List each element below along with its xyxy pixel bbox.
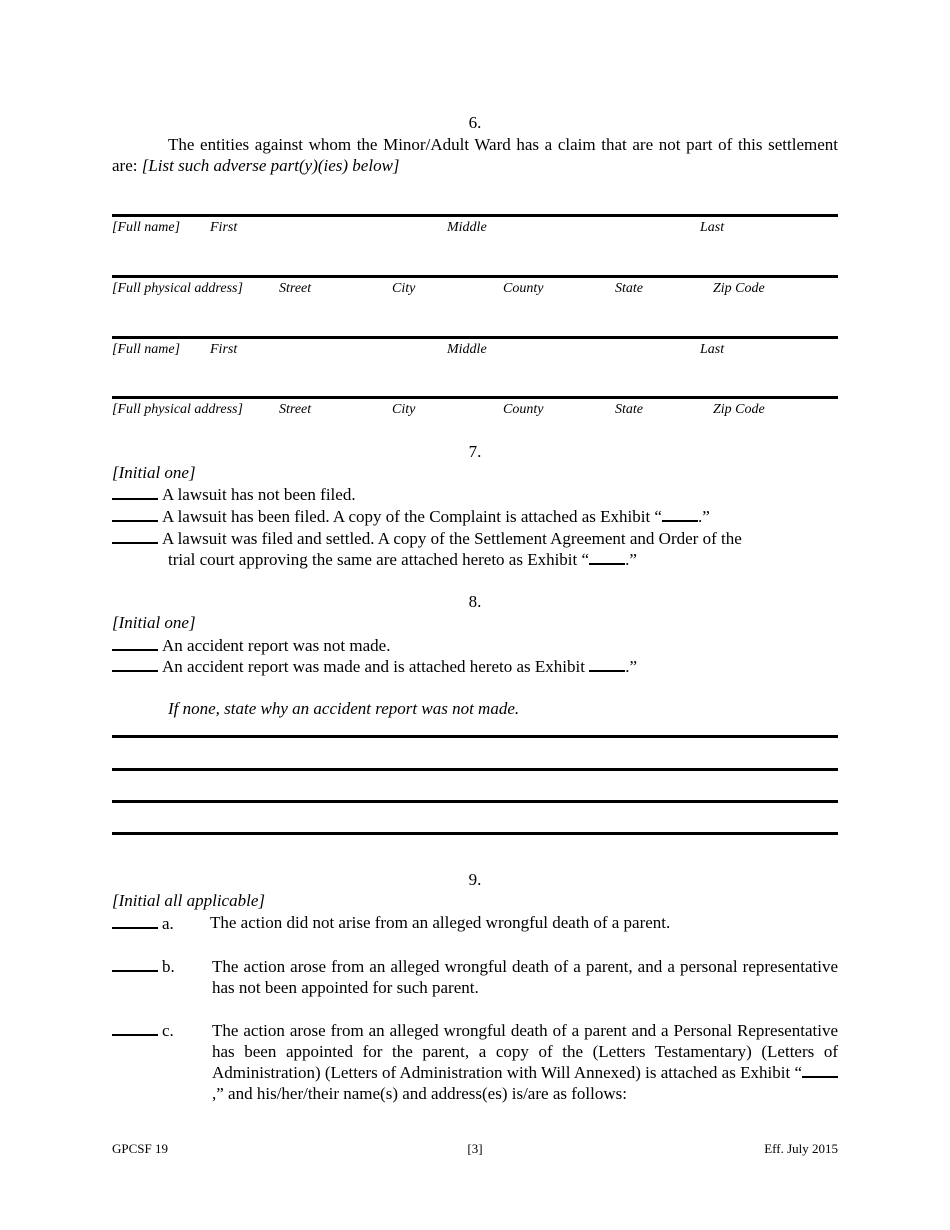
- sec7-option-3-continued: trial court approving the same are attached hereto as Exhibit “ .”: [168, 550, 637, 569]
- full-name-label: [Full name]: [112, 342, 181, 357]
- initial-blank[interactable]: [112, 528, 158, 544]
- sec8-option-2: An accident report was made and is attached hereto as Exhibit .”: [112, 656, 637, 677]
- sec7-option-2: A lawsuit has been filed. A copy of the Complaint is attached as Exhibit “ .”: [112, 506, 710, 527]
- sec9-item-a-text: The action did not arise from an alleged wrongful death of a parent.: [210, 913, 671, 932]
- zip-label: Zip Code: [713, 402, 765, 417]
- middle-label: Middle: [447, 342, 487, 357]
- section-8-instruction: [Initial one]: [112, 613, 196, 632]
- city-label: City: [392, 402, 416, 417]
- sec7-option-1: A lawsuit has not been filed.: [112, 484, 356, 505]
- explanation-line-4[interactable]: [112, 832, 838, 835]
- section-9-instruction: [Initial all applicable]: [112, 891, 265, 910]
- sec9-item-c-text: The action arose from an alleged wrongful death of a parent and a Personal Representative has been appointed for the parent, a copy of the (Letters Testamentary) (Letters of Administration) (Letters of Administration with Will Annexed) is attached as Exhibit “,” and his/her/their name(s) and address(es) is/are as follows:: [212, 1021, 838, 1103]
- form-id: GPCSF 19: [112, 1141, 168, 1156]
- sec9-item-b-marker: b.: [112, 956, 175, 977]
- explanation-line-2[interactable]: [112, 768, 838, 771]
- county-label: County: [503, 402, 544, 417]
- full-name-label: [Full name]: [112, 220, 181, 235]
- sec8-option-1: An accident report was not made.: [112, 635, 390, 656]
- initial-blank[interactable]: [112, 1020, 158, 1036]
- section-8-number: 8.: [468, 592, 482, 611]
- exhibit-blank[interactable]: [589, 549, 625, 565]
- state-label: State: [615, 402, 643, 417]
- explanation-line-3[interactable]: [112, 800, 838, 803]
- first-label: First: [210, 220, 238, 235]
- party-1-address-line[interactable]: [112, 275, 838, 278]
- exhibit-blank[interactable]: [589, 656, 625, 672]
- last-label: Last: [700, 220, 725, 235]
- exhibit-blank[interactable]: [802, 1062, 838, 1078]
- section-9-number: 9.: [468, 870, 482, 889]
- initial-blank[interactable]: [112, 956, 158, 972]
- street-label: Street: [279, 281, 312, 296]
- full-address-label: [Full physical address]: [112, 402, 243, 417]
- section-7-instruction: [Initial one]: [112, 463, 196, 482]
- sec9-item-c-marker: c.: [112, 1020, 174, 1041]
- sec9-item-a-marker: a.: [112, 913, 174, 934]
- section-6-number: 6.: [468, 113, 482, 132]
- page-number: [3]: [467, 1141, 483, 1156]
- explanation-line-1[interactable]: [112, 735, 838, 738]
- party-2-name-line[interactable]: [112, 336, 838, 339]
- party-1-name-line[interactable]: [112, 214, 838, 217]
- first-label: First: [210, 342, 238, 357]
- section-7-number: 7.: [468, 442, 482, 461]
- initial-blank[interactable]: [112, 635, 158, 651]
- middle-label: Middle: [447, 220, 487, 235]
- county-label: County: [503, 281, 544, 296]
- last-label: Last: [700, 342, 725, 357]
- effective-date: Eff. July 2015: [764, 1141, 838, 1156]
- initial-blank[interactable]: [112, 484, 158, 500]
- party-2-address-line[interactable]: [112, 396, 838, 399]
- exhibit-blank[interactable]: [662, 506, 698, 522]
- initial-blank[interactable]: [112, 913, 158, 929]
- section-6-intro: The entities against whom the Minor/Adult Ward has a claim that are not part of this settlement are: [List such adverse part(y)(ies) below]: [112, 135, 838, 175]
- sec8-if-none: If none, state why an accident report was not made.: [168, 699, 520, 718]
- full-address-label: [Full physical address]: [112, 281, 243, 296]
- city-label: City: [392, 281, 416, 296]
- initial-blank[interactable]: [112, 506, 158, 522]
- sec7-option-3: A lawsuit was filed and settled. A copy of the Settlement Agreement and Order of the: [112, 528, 838, 549]
- initial-blank[interactable]: [112, 656, 158, 672]
- sec9-item-b-text: The action arose from an alleged wrongful death of a parent, and a personal representative has not been appointed for such parent.: [212, 957, 838, 997]
- state-label: State: [615, 281, 643, 296]
- street-label: Street: [279, 402, 312, 417]
- zip-label: Zip Code: [713, 281, 765, 296]
